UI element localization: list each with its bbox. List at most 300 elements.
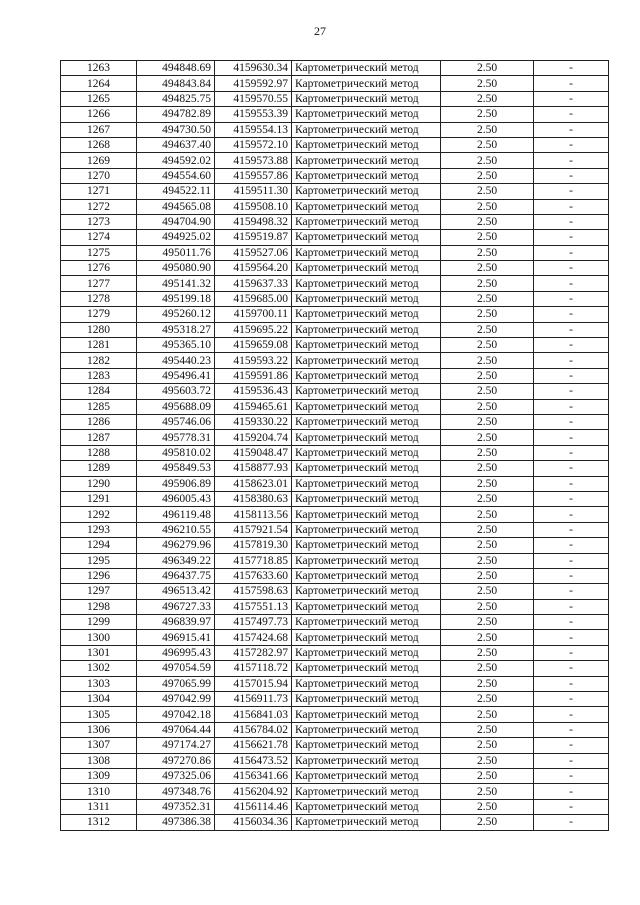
point-number-cell: 1282 [61, 353, 137, 368]
point-number-cell: 1304 [61, 692, 137, 707]
description-cell: - [534, 661, 609, 676]
method-cell: Картометрический метод [292, 399, 441, 414]
description-cell: - [534, 61, 609, 76]
point-number-cell: 1266 [61, 107, 137, 122]
method-cell: Картометрический метод [292, 476, 441, 491]
table-row [61, 322, 609, 337]
method-cell: Картометрический метод [292, 184, 441, 199]
method-cell: Картометрический метод [292, 645, 441, 660]
y-coordinate-cell: 4158113.56 [215, 507, 292, 522]
y-coordinate-cell: 4159511.30 [215, 184, 292, 199]
table-row [61, 430, 609, 445]
point-number-cell: 1272 [61, 199, 137, 214]
accuracy-cell: 2.50 [441, 137, 534, 152]
x-coordinate-cell: 497054.59 [137, 661, 215, 676]
x-coordinate-cell: 496727.33 [137, 599, 215, 614]
method-cell: Картометрический метод [292, 168, 441, 183]
accuracy-cell: 2.50 [441, 307, 534, 322]
y-coordinate-cell: 4159048.47 [215, 445, 292, 460]
accuracy-cell: 2.50 [441, 630, 534, 645]
table-row [61, 261, 609, 276]
table-row [61, 414, 609, 429]
page-number: 27 [314, 24, 326, 38]
description-cell: - [534, 107, 609, 122]
y-coordinate-cell: 4159557.86 [215, 168, 292, 183]
table-row [61, 384, 609, 399]
x-coordinate-cell: 497064.44 [137, 722, 215, 737]
x-coordinate-cell: 494848.69 [137, 61, 215, 76]
x-coordinate-cell: 496349.22 [137, 553, 215, 568]
method-cell: Картометрический метод [292, 661, 441, 676]
method-cell: Картометрический метод [292, 307, 441, 322]
y-coordinate-cell: 4157015.94 [215, 676, 292, 691]
description-cell: - [534, 476, 609, 491]
point-number-cell: 1300 [61, 630, 137, 645]
x-coordinate-cell: 497270.86 [137, 753, 215, 768]
x-coordinate-cell: 494637.40 [137, 137, 215, 152]
x-coordinate-cell: 496995.43 [137, 645, 215, 660]
description-cell: - [534, 784, 609, 799]
description-cell: - [534, 430, 609, 445]
description-cell: - [534, 338, 609, 353]
point-number-cell: 1283 [61, 368, 137, 383]
point-number-cell: 1302 [61, 661, 137, 676]
x-coordinate-cell: 495906.89 [137, 476, 215, 491]
description-cell: - [534, 122, 609, 137]
point-number-cell: 1267 [61, 122, 137, 137]
description-cell: - [534, 584, 609, 599]
x-coordinate-cell: 495080.90 [137, 261, 215, 276]
accuracy-cell: 2.50 [441, 784, 534, 799]
table-row [61, 815, 609, 830]
method-cell: Картометрический метод [292, 445, 441, 460]
accuracy-cell: 2.50 [441, 661, 534, 676]
y-coordinate-cell: 4159519.87 [215, 230, 292, 245]
point-number-cell: 1276 [61, 261, 137, 276]
y-coordinate-cell: 4158623.01 [215, 476, 292, 491]
accuracy-cell: 2.50 [441, 753, 534, 768]
description-cell: - [534, 322, 609, 337]
y-coordinate-cell: 4156841.03 [215, 707, 292, 722]
table-row [61, 522, 609, 537]
y-coordinate-cell: 4159536.43 [215, 384, 292, 399]
point-number-cell: 1290 [61, 476, 137, 491]
x-coordinate-cell: 494782.89 [137, 107, 215, 122]
method-cell: Картометрический метод [292, 199, 441, 214]
point-number-cell: 1288 [61, 445, 137, 460]
accuracy-cell: 2.50 [441, 707, 534, 722]
x-coordinate-cell: 496513.42 [137, 584, 215, 599]
description-cell: - [534, 414, 609, 429]
description-cell: - [534, 261, 609, 276]
point-number-cell: 1264 [61, 76, 137, 91]
y-coordinate-cell: 4159553.39 [215, 107, 292, 122]
y-coordinate-cell: 4159637.33 [215, 276, 292, 291]
description-cell: - [534, 291, 609, 306]
point-number-cell: 1286 [61, 414, 137, 429]
x-coordinate-cell: 494925.02 [137, 230, 215, 245]
description-cell: - [534, 445, 609, 460]
table-row [61, 645, 609, 660]
method-cell: Картометрический метод [292, 692, 441, 707]
description-cell: - [534, 538, 609, 553]
x-coordinate-cell: 495440.23 [137, 353, 215, 368]
description-cell: - [534, 168, 609, 183]
accuracy-cell: 2.50 [441, 461, 534, 476]
description-cell: - [534, 707, 609, 722]
accuracy-cell: 2.50 [441, 168, 534, 183]
method-cell: Картометрический метод [292, 384, 441, 399]
method-cell: Картометрический метод [292, 122, 441, 137]
table-row [61, 91, 609, 106]
point-number-cell: 1309 [61, 768, 137, 783]
accuracy-cell: 2.50 [441, 353, 534, 368]
x-coordinate-cell: 495365.10 [137, 338, 215, 353]
accuracy-cell: 2.50 [441, 445, 534, 460]
point-number-cell: 1277 [61, 276, 137, 291]
y-coordinate-cell: 4157118.72 [215, 661, 292, 676]
method-cell: Картометрический метод [292, 245, 441, 260]
x-coordinate-cell: 496210.55 [137, 522, 215, 537]
table-row [61, 76, 609, 91]
point-number-cell: 1310 [61, 784, 137, 799]
method-cell: Картометрический метод [292, 738, 441, 753]
y-coordinate-cell: 4159630.34 [215, 61, 292, 76]
point-number-cell: 1265 [61, 91, 137, 106]
table-row [61, 399, 609, 414]
x-coordinate-cell: 495849.53 [137, 461, 215, 476]
accuracy-cell: 2.50 [441, 245, 534, 260]
description-cell: - [534, 507, 609, 522]
y-coordinate-cell: 4159593.22 [215, 353, 292, 368]
description-cell: - [534, 184, 609, 199]
y-coordinate-cell: 4159685.00 [215, 291, 292, 306]
x-coordinate-cell: 495688.09 [137, 399, 215, 414]
point-number-cell: 1293 [61, 522, 137, 537]
table-row [61, 168, 609, 183]
method-cell: Картометрический метод [292, 322, 441, 337]
accuracy-cell: 2.50 [441, 476, 534, 491]
description-cell: - [534, 230, 609, 245]
method-cell: Картометрический метод [292, 276, 441, 291]
x-coordinate-cell: 494522.11 [137, 184, 215, 199]
y-coordinate-cell: 4159592.97 [215, 76, 292, 91]
table-row [61, 753, 609, 768]
method-cell: Картометрический метод [292, 553, 441, 568]
accuracy-cell: 2.50 [441, 538, 534, 553]
table-row [61, 491, 609, 506]
accuracy-cell: 2.50 [441, 645, 534, 660]
table-row [61, 538, 609, 553]
point-number-cell: 1289 [61, 461, 137, 476]
x-coordinate-cell: 494592.02 [137, 153, 215, 168]
accuracy-cell: 2.50 [441, 276, 534, 291]
y-coordinate-cell: 4159573.88 [215, 153, 292, 168]
x-coordinate-cell: 495141.32 [137, 276, 215, 291]
table-row [61, 476, 609, 491]
y-coordinate-cell: 4156204.92 [215, 784, 292, 799]
method-cell: Картометрический метод [292, 261, 441, 276]
y-coordinate-cell: 4157497.73 [215, 615, 292, 630]
method-cell: Картометрический метод [292, 507, 441, 522]
table-row [61, 153, 609, 168]
table-row [61, 661, 609, 676]
table-row [61, 137, 609, 152]
y-coordinate-cell: 4159572.10 [215, 137, 292, 152]
method-cell: Картометрический метод [292, 753, 441, 768]
table-body [61, 61, 609, 831]
description-cell: - [534, 461, 609, 476]
x-coordinate-cell: 494704.90 [137, 214, 215, 229]
table-row [61, 799, 609, 814]
accuracy-cell: 2.50 [441, 768, 534, 783]
accuracy-cell: 2.50 [441, 399, 534, 414]
description-cell: - [534, 76, 609, 91]
table-row [61, 738, 609, 753]
table-row [61, 338, 609, 353]
point-number-cell: 1298 [61, 599, 137, 614]
x-coordinate-cell: 496279.96 [137, 538, 215, 553]
method-cell: Картометрический метод [292, 722, 441, 737]
accuracy-cell: 2.50 [441, 184, 534, 199]
description-cell: - [534, 815, 609, 830]
description-cell: - [534, 91, 609, 106]
y-coordinate-cell: 4157551.13 [215, 599, 292, 614]
description-cell: - [534, 368, 609, 383]
accuracy-cell: 2.50 [441, 615, 534, 630]
table-row [61, 276, 609, 291]
x-coordinate-cell: 494554.60 [137, 168, 215, 183]
x-coordinate-cell: 497352.31 [137, 799, 215, 814]
description-cell: - [534, 599, 609, 614]
x-coordinate-cell: 496005.43 [137, 491, 215, 506]
point-number-cell: 1268 [61, 137, 137, 152]
method-cell: Картометрический метод [292, 353, 441, 368]
description-cell: - [534, 137, 609, 152]
table-row [61, 291, 609, 306]
accuracy-cell: 2.50 [441, 491, 534, 506]
x-coordinate-cell: 495318.27 [137, 322, 215, 337]
accuracy-cell: 2.50 [441, 384, 534, 399]
method-cell: Картометрический метод [292, 461, 441, 476]
accuracy-cell: 2.50 [441, 261, 534, 276]
method-cell: Картометрический метод [292, 91, 441, 106]
method-cell: Картометрический метод [292, 584, 441, 599]
method-cell: Картометрический метод [292, 291, 441, 306]
table-row [61, 199, 609, 214]
accuracy-cell: 2.50 [441, 291, 534, 306]
description-cell: - [534, 615, 609, 630]
y-coordinate-cell: 4157921.54 [215, 522, 292, 537]
y-coordinate-cell: 4157282.97 [215, 645, 292, 660]
point-number-cell: 1305 [61, 707, 137, 722]
y-coordinate-cell: 4156911.73 [215, 692, 292, 707]
y-coordinate-cell: 4159591.86 [215, 368, 292, 383]
method-cell: Картометрический метод [292, 707, 441, 722]
accuracy-cell: 2.50 [441, 414, 534, 429]
method-cell: Картометрический метод [292, 630, 441, 645]
description-cell: - [534, 630, 609, 645]
method-cell: Картометрический метод [292, 784, 441, 799]
table-row [61, 245, 609, 260]
accuracy-cell: 2.50 [441, 568, 534, 583]
x-coordinate-cell: 495746.06 [137, 414, 215, 429]
point-number-cell: 1269 [61, 153, 137, 168]
accuracy-cell: 2.50 [441, 738, 534, 753]
point-number-cell: 1284 [61, 384, 137, 399]
method-cell: Картометрический метод [292, 414, 441, 429]
point-number-cell: 1296 [61, 568, 137, 583]
description-cell: - [534, 645, 609, 660]
x-coordinate-cell: 495199.18 [137, 291, 215, 306]
accuracy-cell: 2.50 [441, 584, 534, 599]
method-cell: Картометрический метод [292, 568, 441, 583]
method-cell: Картометрический метод [292, 137, 441, 152]
description-cell: - [534, 799, 609, 814]
table-row [61, 184, 609, 199]
table-row [61, 584, 609, 599]
x-coordinate-cell: 496119.48 [137, 507, 215, 522]
method-cell: Картометрический метод [292, 153, 441, 168]
point-number-cell: 1271 [61, 184, 137, 199]
accuracy-cell: 2.50 [441, 91, 534, 106]
method-cell: Картометрический метод [292, 599, 441, 614]
y-coordinate-cell: 4159498.32 [215, 214, 292, 229]
table-row [61, 230, 609, 245]
point-number-cell: 1279 [61, 307, 137, 322]
point-number-cell: 1285 [61, 399, 137, 414]
y-coordinate-cell: 4159508.10 [215, 199, 292, 214]
x-coordinate-cell: 495778.31 [137, 430, 215, 445]
table-row [61, 692, 609, 707]
method-cell: Картометрический метод [292, 76, 441, 91]
y-coordinate-cell: 4157598.63 [215, 584, 292, 599]
x-coordinate-cell: 497325.06 [137, 768, 215, 783]
x-coordinate-cell: 495011.76 [137, 245, 215, 260]
point-number-cell: 1294 [61, 538, 137, 553]
y-coordinate-cell: 4159570.55 [215, 91, 292, 106]
y-coordinate-cell: 4157424.68 [215, 630, 292, 645]
accuracy-cell: 2.50 [441, 368, 534, 383]
method-cell: Картометрический метод [292, 491, 441, 506]
x-coordinate-cell: 497386.38 [137, 815, 215, 830]
x-coordinate-cell: 494825.75 [137, 91, 215, 106]
table-row [61, 615, 609, 630]
table-row [61, 768, 609, 783]
point-number-cell: 1303 [61, 676, 137, 691]
x-coordinate-cell: 497174.27 [137, 738, 215, 753]
accuracy-cell: 2.50 [441, 230, 534, 245]
point-number-cell: 1312 [61, 815, 137, 830]
table-row [61, 676, 609, 691]
x-coordinate-cell: 494565.08 [137, 199, 215, 214]
table-row [61, 707, 609, 722]
x-coordinate-cell: 497348.76 [137, 784, 215, 799]
x-coordinate-cell: 495810.02 [137, 445, 215, 460]
method-cell: Картометрический метод [292, 768, 441, 783]
x-coordinate-cell: 494843.84 [137, 76, 215, 91]
point-number-cell: 1307 [61, 738, 137, 753]
x-coordinate-cell: 496839.97 [137, 615, 215, 630]
description-cell: - [534, 722, 609, 737]
description-cell: - [534, 692, 609, 707]
method-cell: Картометрический метод [292, 214, 441, 229]
method-cell: Картометрический метод [292, 815, 441, 830]
y-coordinate-cell: 4159204.74 [215, 430, 292, 445]
description-cell: - [534, 276, 609, 291]
method-cell: Картометрический метод [292, 522, 441, 537]
y-coordinate-cell: 4159695.22 [215, 322, 292, 337]
table-row [61, 353, 609, 368]
accuracy-cell: 2.50 [441, 76, 534, 91]
accuracy-cell: 2.50 [441, 507, 534, 522]
x-coordinate-cell: 496437.75 [137, 568, 215, 583]
accuracy-cell: 2.50 [441, 338, 534, 353]
point-number-cell: 1301 [61, 645, 137, 660]
method-cell: Картометрический метод [292, 799, 441, 814]
method-cell: Картометрический метод [292, 107, 441, 122]
table-row [61, 507, 609, 522]
point-number-cell: 1273 [61, 214, 137, 229]
description-cell: - [534, 491, 609, 506]
table-row [61, 630, 609, 645]
accuracy-cell: 2.50 [441, 815, 534, 830]
x-coordinate-cell: 497042.99 [137, 692, 215, 707]
table-row [61, 568, 609, 583]
description-cell: - [534, 768, 609, 783]
accuracy-cell: 2.50 [441, 153, 534, 168]
y-coordinate-cell: 4159700.11 [215, 307, 292, 322]
description-cell: - [534, 399, 609, 414]
table-row [61, 722, 609, 737]
description-cell: - [534, 738, 609, 753]
y-coordinate-cell: 4157633.60 [215, 568, 292, 583]
y-coordinate-cell: 4156621.78 [215, 738, 292, 753]
accuracy-cell: 2.50 [441, 322, 534, 337]
x-coordinate-cell: 497065.99 [137, 676, 215, 691]
point-number-cell: 1291 [61, 491, 137, 506]
coordinates-table [60, 60, 609, 831]
table-row [61, 445, 609, 460]
description-cell: - [534, 353, 609, 368]
x-coordinate-cell: 495260.12 [137, 307, 215, 322]
method-cell: Картометрический метод [292, 676, 441, 691]
accuracy-cell: 2.50 [441, 122, 534, 137]
y-coordinate-cell: 4157718.85 [215, 553, 292, 568]
y-coordinate-cell: 4158877.93 [215, 461, 292, 476]
description-cell: - [534, 568, 609, 583]
accuracy-cell: 2.50 [441, 61, 534, 76]
table-row [61, 107, 609, 122]
x-coordinate-cell: 496915.41 [137, 630, 215, 645]
method-cell: Картометрический метод [292, 338, 441, 353]
point-number-cell: 1263 [61, 61, 137, 76]
y-coordinate-cell: 4158380.63 [215, 491, 292, 506]
accuracy-cell: 2.50 [441, 799, 534, 814]
point-number-cell: 1274 [61, 230, 137, 245]
y-coordinate-cell: 4159465.61 [215, 399, 292, 414]
point-number-cell: 1311 [61, 799, 137, 814]
point-number-cell: 1306 [61, 722, 137, 737]
point-number-cell: 1281 [61, 338, 137, 353]
accuracy-cell: 2.50 [441, 676, 534, 691]
x-coordinate-cell: 497042.18 [137, 707, 215, 722]
table-row [61, 461, 609, 476]
method-cell: Картометрический метод [292, 230, 441, 245]
description-cell: - [534, 753, 609, 768]
x-coordinate-cell: 495496.41 [137, 368, 215, 383]
point-number-cell: 1308 [61, 753, 137, 768]
